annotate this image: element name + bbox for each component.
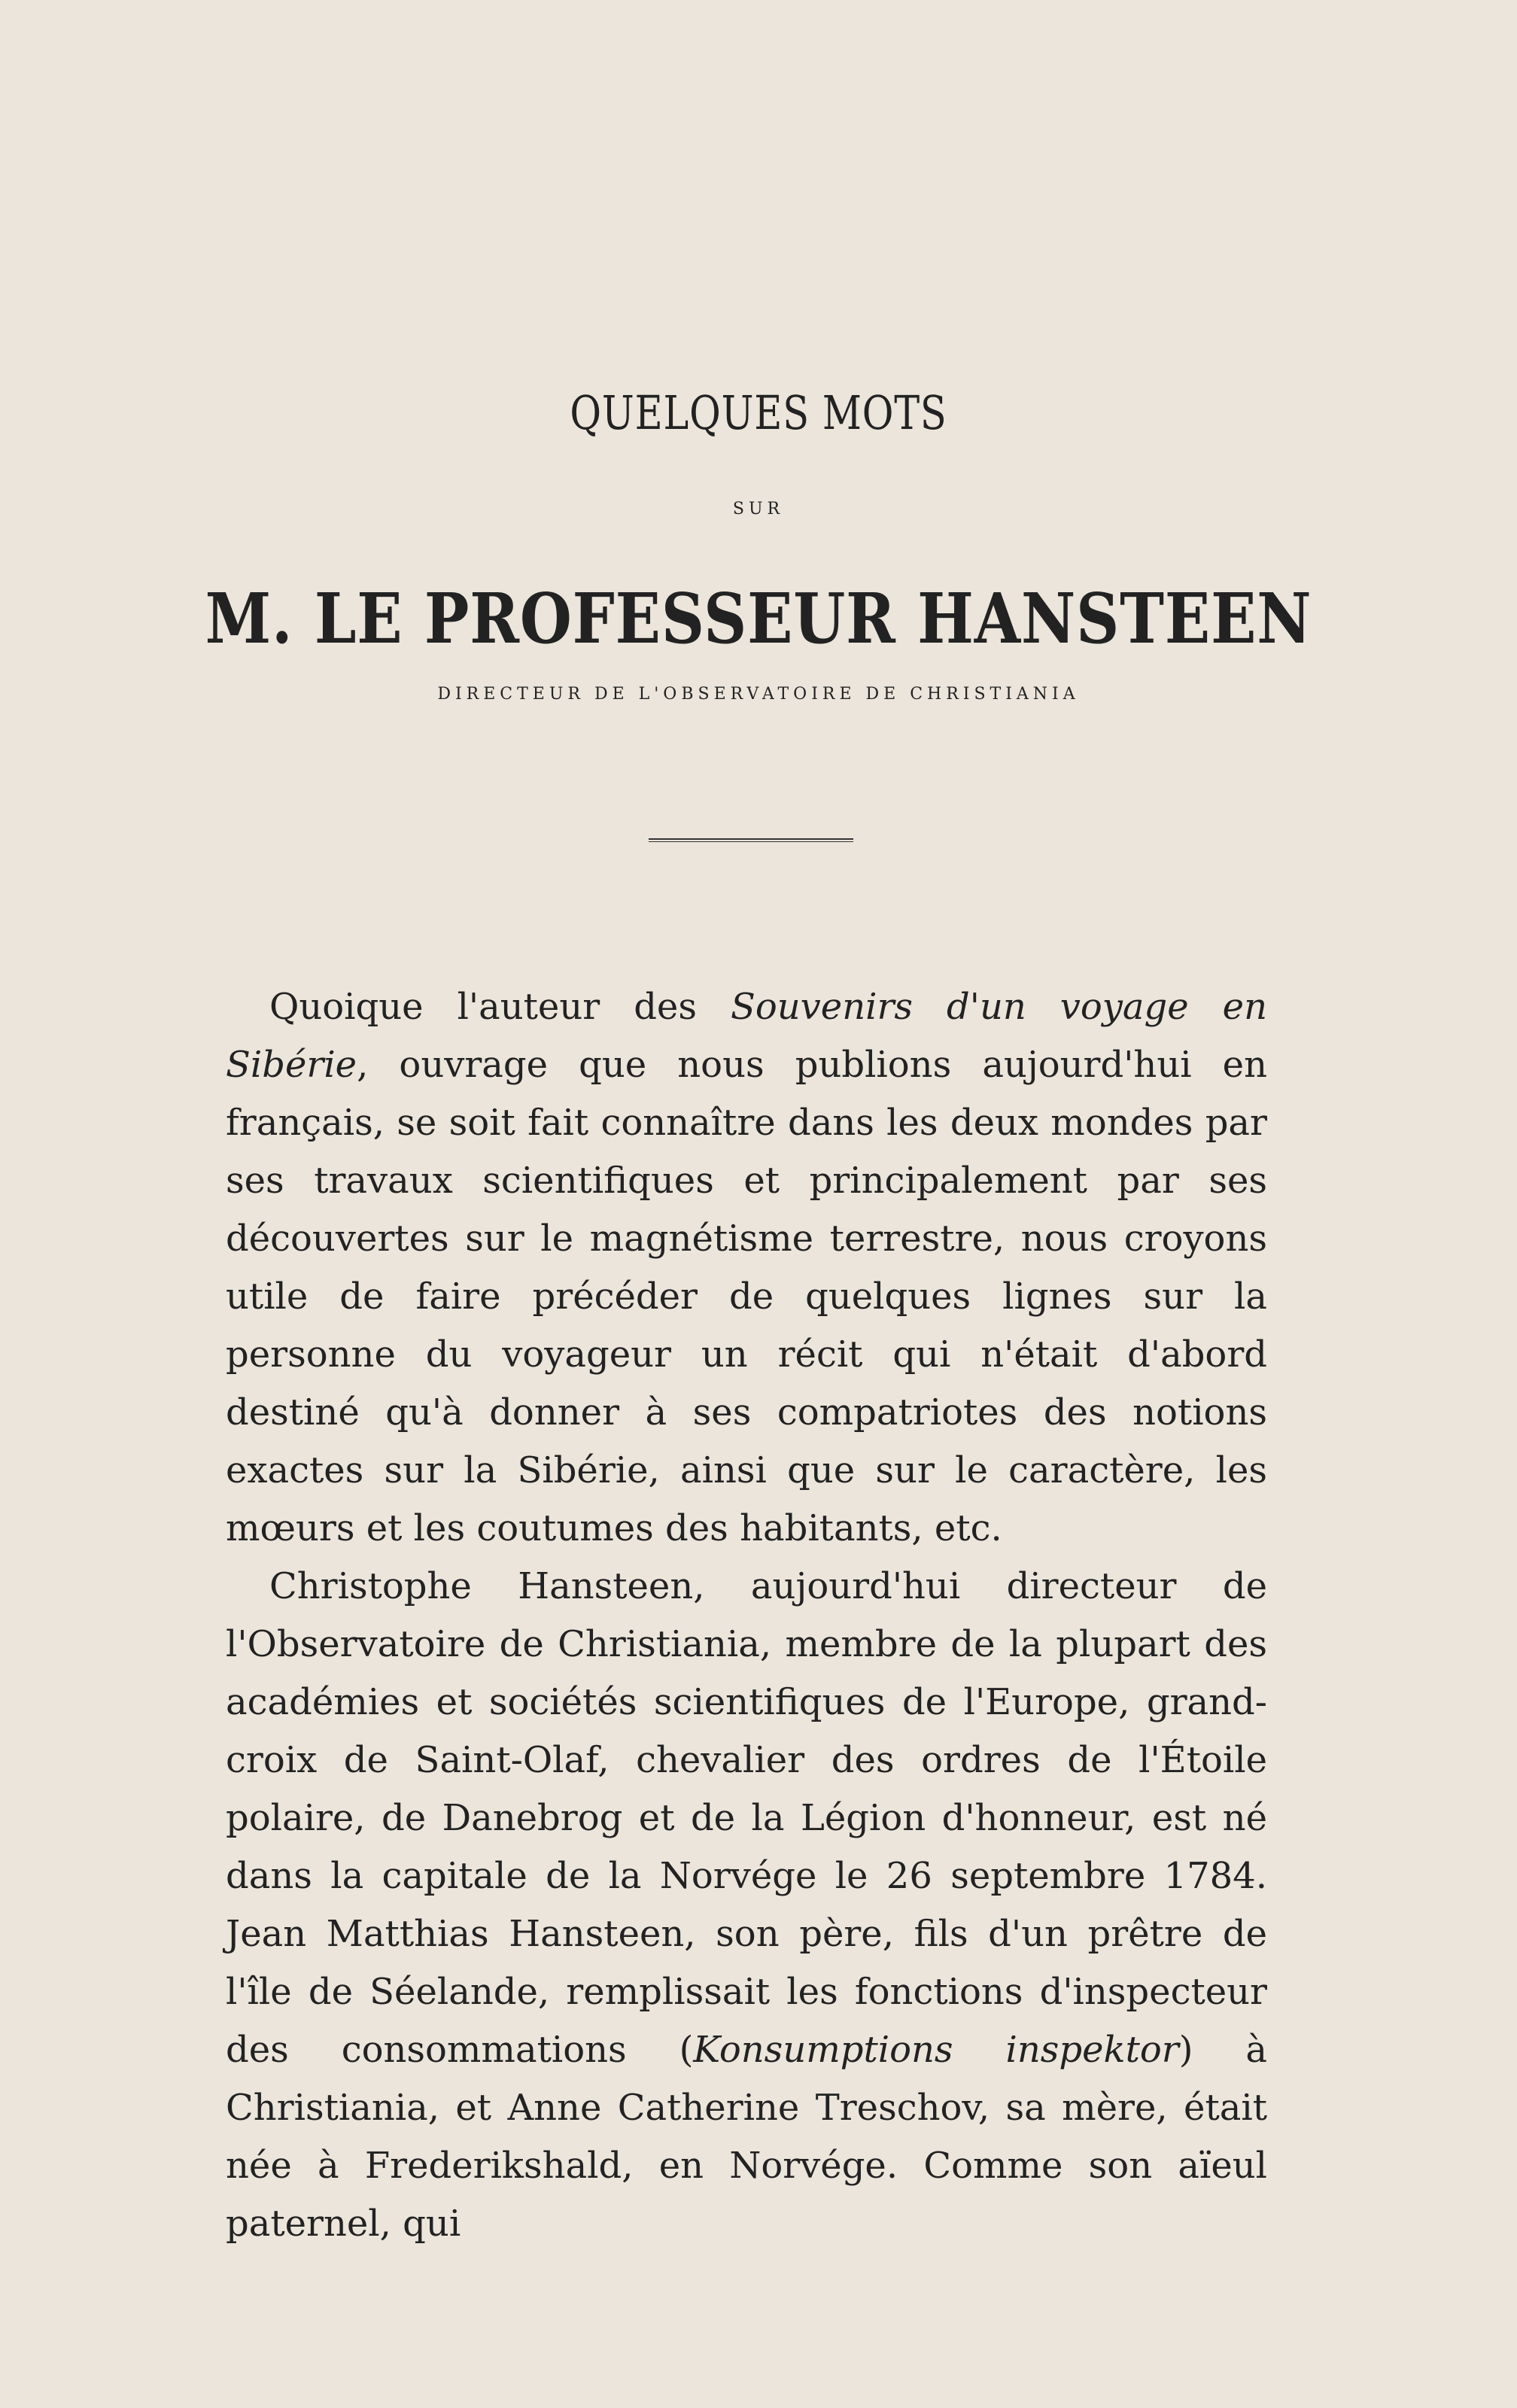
section-title: QUELQUES MOTS (570, 385, 947, 440)
paragraph-1-italic: Souvenirs d'un voyage en Sibérie (226, 986, 1267, 1086)
subtitle: DIRECTEUR DE L'OBSERVATOIRE DE CHRISTIANIA (437, 685, 1080, 704)
paragraph-2 (226, 1558, 1267, 2253)
paragraph-2-italic: Konsumptions inspektor (693, 2029, 1179, 2071)
paragraph-1-text-b: , ouvrage que nous publions aujourd'hui en français, se soit fait connaître dans les deux mondes par ses travaux scientifiques et principalement par ses découvertes sur le magnétisme terrestre, nous croyons utile de faire précéder de quelques lignes sur la personne du voyageur un récit qui n'était d'abord destiné qu'à donner à ses compatriotes des notions exactes sur la Sibérie, ainsi que sur le caractère, les mœurs et les coutumes des habitants, etc. (226, 1044, 1267, 1549)
paragraph-2-text-b: ) à Christiania, et Anne Catherine Treschov, sa mère, était née à Frederikshald, en Norvége. Comme son aïeul paternel, qui (226, 2029, 1267, 2245)
body-text (226, 978, 1267, 2253)
paragraph-1-text-a: Quoique l'auteur des (269, 986, 731, 1028)
paragraph-1 (226, 978, 1267, 1558)
divider-rule (649, 838, 853, 842)
title-preposition: SUR (732, 500, 785, 518)
main-heading: M. LE PROFESSEUR HANSTEEN (205, 578, 1312, 659)
paragraph-2-text-a: Christophe Hansteen, aujourd'hui directeur de l'Observatoire de Christiania, membre de la plupart des académies et sociétés scientifiques de l'Europe, grand-croix de Saint-Olaf, chevalier des ordres de l'Étoile polaire, de Danebrog et de la Légion d'honneur, est né dans la capitale de la Norvége le 26 septembre 1784. Jean Matthias Hansteen, son père, fils d'un prêtre de l'île de Séelande, remplissait les fonctions d'inspecteur des consommations ( (226, 1565, 1267, 2071)
